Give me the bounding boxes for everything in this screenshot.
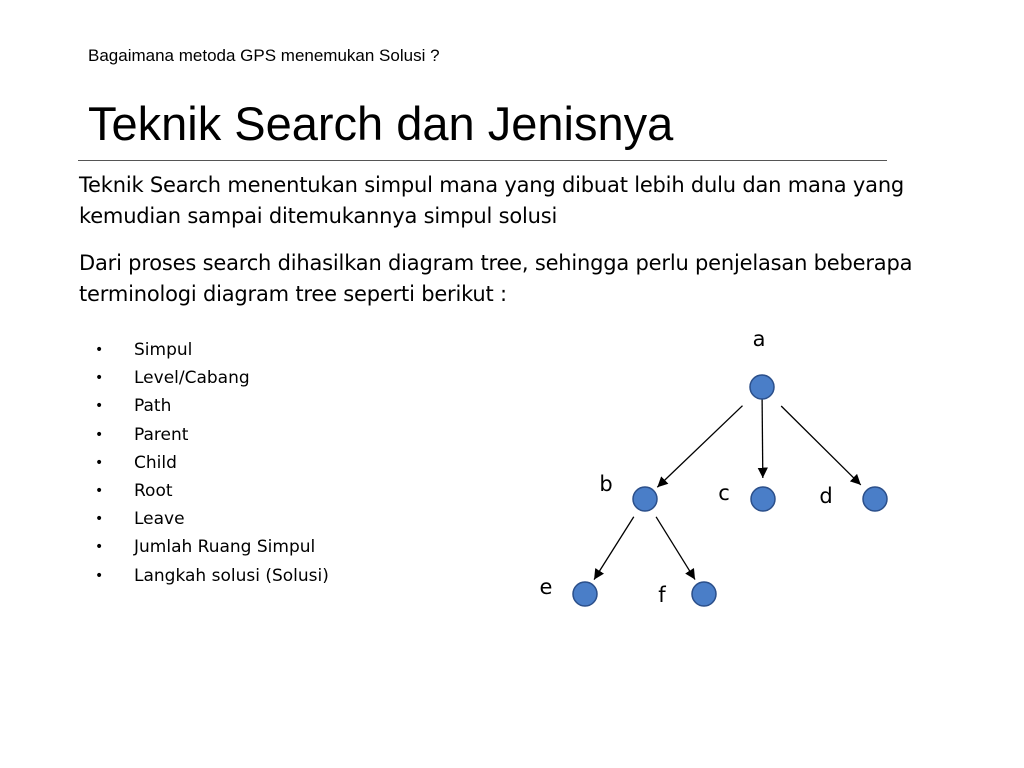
edge-a-d [781,406,861,485]
list-item-label: Parent [134,424,189,445]
bullet-icon: • [95,539,104,556]
bullet-icon: • [95,567,104,584]
bullet-icon: • [95,483,104,500]
list-item-label: Root [134,481,173,502]
tree-node-b [633,487,657,511]
tree-node-d [863,487,887,511]
tree-node-c [751,487,775,511]
edge-a-c [762,399,763,478]
tree-node-e [573,582,597,606]
tree-node-f [692,582,716,606]
slide-subtitle: Bagaimana metoda GPS menemukan Solusi ? [88,46,440,65]
tree-node-label-a: a [752,327,766,351]
bullet-icon: • [95,370,104,387]
list-item-label: Simpul [134,340,193,360]
list-item-label: Level/Cabang [134,368,250,389]
bullet-icon: • [95,426,104,443]
list-item-label: Langkah solusi (Solusi) [134,565,329,586]
bullet-icon: • [95,398,104,415]
bullet-icon: • [95,511,104,528]
bullet-icon: • [95,342,104,358]
tree-node-label-f: f [658,583,666,607]
list-item-label: Child [134,452,177,473]
edge-b-e [594,517,634,580]
edge-a-b [657,406,742,488]
edge-b-f [656,517,695,580]
paragraph-1: Teknik Search menentukan simpul mana yang dibuat lebih dulu dan mana yang kemudian sampai ditemukannya simpul solusi [79,173,905,228]
list-item-label: Path [134,396,172,417]
list-item-label: Jumlah Ruang Simpul [134,537,316,558]
bullet-icon: • [95,454,104,471]
slide-title: Teknik Search dan Jenisnya [88,97,674,150]
list-item-label: Leave [134,509,185,530]
tree-node-label-c: c [718,481,730,505]
tree-node-a [750,375,774,399]
tree-node-label-e: e [539,575,553,599]
tree-node-label-b: b [599,472,613,496]
tree-node-label-d: d [819,484,833,508]
paragraph-2: Dari proses search dihasilkan diagram tree, sehingga perlu penjelasan beberapa terminologi diagram tree seperti berikut : [79,251,913,306]
